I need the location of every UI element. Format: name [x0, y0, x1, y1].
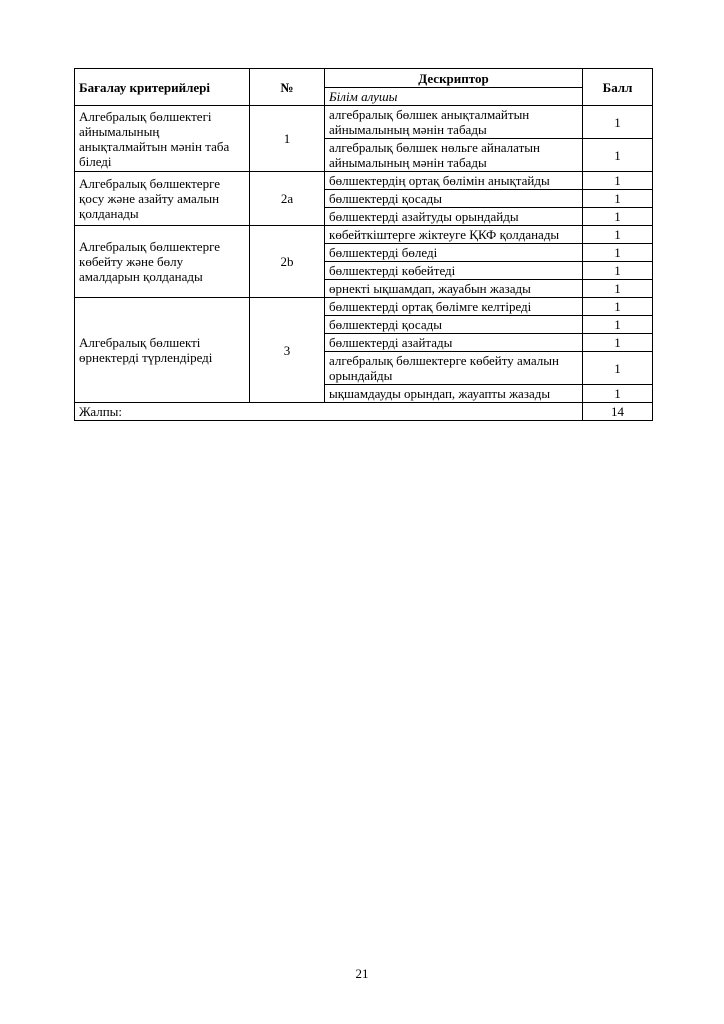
- score-cell: 1: [583, 244, 653, 262]
- table-row: [75, 298, 653, 316]
- header-row: [75, 69, 653, 88]
- criteria-header: Бағалау критерийлері: [75, 69, 250, 106]
- criterion-cell: Алгебралық бөлшектегі айнымалының анықталмайтын мәнін таба біледі: [75, 106, 250, 172]
- score-header: Балл: [583, 69, 653, 106]
- score-cell: 1: [583, 208, 653, 226]
- score-cell: 1: [583, 316, 653, 334]
- table-row: [75, 106, 653, 139]
- number-header: №: [250, 69, 325, 106]
- score-cell: 1: [583, 226, 653, 244]
- score-cell: 1: [583, 139, 653, 172]
- learner-subheader: Білім алушы: [325, 88, 583, 106]
- descriptor-cell: бөлшектерді қосады: [325, 316, 583, 334]
- descriptor-cell: бөлшектерді азайтады: [325, 334, 583, 352]
- score-cell: 1: [583, 190, 653, 208]
- score-cell: 1: [583, 280, 653, 298]
- score-cell: 1: [583, 352, 653, 385]
- score-cell: 1: [583, 172, 653, 190]
- total-score: 14: [583, 403, 653, 421]
- descriptor-cell: көбейткіштерге жіктеуге ҚКФ қолданады: [325, 226, 583, 244]
- total-label: Жалпы:: [75, 403, 583, 421]
- descriptor-cell: алгебралық бөлшектерге көбейту амалын орындайды: [325, 352, 583, 385]
- descriptor-cell: ықшамдауды орындап, жауапты жазады: [325, 385, 583, 403]
- score-cell: 1: [583, 298, 653, 316]
- criterion-cell: Алгебралық бөлшектерге қосу және азайту амалын қолданады: [75, 172, 250, 226]
- page-number: 21: [355, 966, 369, 981]
- criterion-number: 3: [250, 298, 325, 403]
- descriptor-cell: алгебралық бөлшек анықталмайтын айнымалының мәнін табады: [325, 106, 583, 139]
- score-cell: 1: [583, 106, 653, 139]
- criterion-number: 2a: [250, 172, 325, 226]
- score-cell: 1: [583, 262, 653, 280]
- criterion-cell: Алгебралық бөлшекті өрнектерді түрлендіреді: [75, 298, 250, 403]
- score-cell: 1: [583, 334, 653, 352]
- descriptor-header: Дескриптор: [325, 69, 583, 88]
- descriptor-cell: бөлшектерді ортақ бөлімге келтіреді: [325, 298, 583, 316]
- criterion-cell: Алгебралық бөлшектерге көбейту және бөлу амалдарын қолданады: [75, 226, 250, 298]
- criterion-number: 2b: [250, 226, 325, 298]
- descriptor-cell: өрнекті ықшамдап, жауабын жазады: [325, 280, 583, 298]
- descriptor-cell: бөлшектерді бөледі: [325, 244, 583, 262]
- descriptor-cell: бөлшектерді азайтуды орындайды: [325, 208, 583, 226]
- descriptor-cell: алгебралық бөлшек нөльге айналатын айнымалының мәнін табады: [325, 139, 583, 172]
- assessment-rubric-table: [74, 68, 653, 421]
- score-cell: 1: [583, 385, 653, 403]
- descriptor-cell: бөлшектерді көбейтеді: [325, 262, 583, 280]
- table-row: [75, 172, 653, 190]
- descriptor-cell: бөлшектердің ортақ бөлімін анықтайды: [325, 172, 583, 190]
- criterion-number: 1: [250, 106, 325, 172]
- table-row: [75, 226, 653, 244]
- total-row: [75, 403, 653, 421]
- descriptor-cell: бөлшектерді қосады: [325, 190, 583, 208]
